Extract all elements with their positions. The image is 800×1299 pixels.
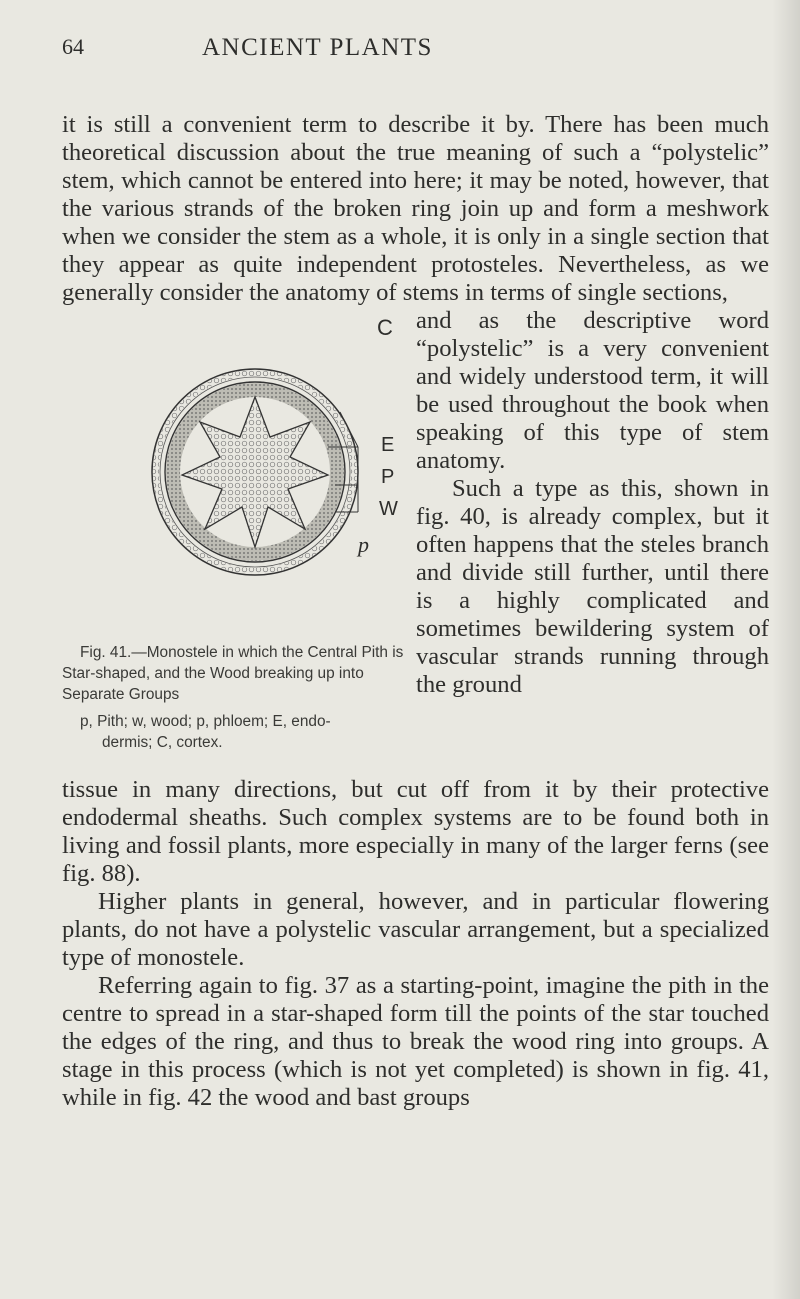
figure-caption: [62, 642, 407, 753]
page-edge-shadow: [772, 0, 800, 1299]
caption-legend-line-2: dermis; C, cortex.: [102, 734, 223, 751]
label-wood: W: [379, 498, 398, 520]
bottom-text-block: [62, 776, 769, 1112]
paragraph-top: it is still a convenient term to describe it by. There has been much theoretical discussion about the true meaning of such a “polystelic” stem, which cannot be entered into here; it may be noted, however, that the various strands of the broken ring join up and form a meshwork when we consider the stem as a whole, it is only in a single section that they appear as quite independent protosteles. Nevertheless, as we generally consider the anatomy of stems in terms of single sections,: [62, 111, 769, 306]
page-number: 64: [62, 34, 84, 59]
figure-41-diagram: [150, 307, 410, 627]
label-pith: p: [358, 532, 369, 557]
star-shaped-pith: [182, 397, 328, 547]
caption-title: Fig. 41.—Monostele in which the Central Pith is Star-shaped, and the Wood breaking up into Separate Groups: [62, 644, 404, 703]
right-column-text: [416, 307, 769, 699]
caption-legend-line-1: p, Pith; w, wood; p, phloem; E, endo-: [80, 713, 331, 730]
paragraph-1-end: and as the descriptive word “polystelic” is a very convenient and widely understood term, it will be used throughout the book when speaking of this type of stem anatomy.: [416, 307, 769, 474]
label-phloem: P: [381, 466, 395, 488]
paragraph-2-start: Such a type as this, shown in fig. 40, is already complex, but it often happens that the steles branch and divide still further, until there is a highly complicated and sometimes bewildering system of vascular strands running through the ground: [416, 475, 769, 698]
paragraph-4: Referring again to fig. 37 as a starting-point, imagine the pith in the centre to spread in a star-shaped form till the points of the star touched the edges of the ring, and thus to break the wood ring into groups. A stage in this process (which is not yet completed) is shown in fig. 41, while in fig. 42 the wood and bast groups: [62, 972, 769, 1111]
top-text-block: [62, 111, 769, 307]
page-header: [62, 34, 762, 64]
paragraph-2-end: tissue in many directions, but cut off from it by their protective endodermal sheaths. Such complex systems are to be found both in living and fossil plants, more especially in many of the larger ferns (see fig. 88).: [62, 776, 769, 887]
label-endodermis: E: [381, 434, 395, 456]
paragraph-3: Higher plants in general, however, and in particular flowering plants, do not have a polystelic vascular arrangement, but a specialized type of monostele.: [62, 888, 769, 971]
running-title: ANCIENT PLANTS: [202, 34, 433, 61]
label-cortex: C: [377, 315, 393, 340]
stem-cross-section-illustration: [150, 307, 410, 627]
